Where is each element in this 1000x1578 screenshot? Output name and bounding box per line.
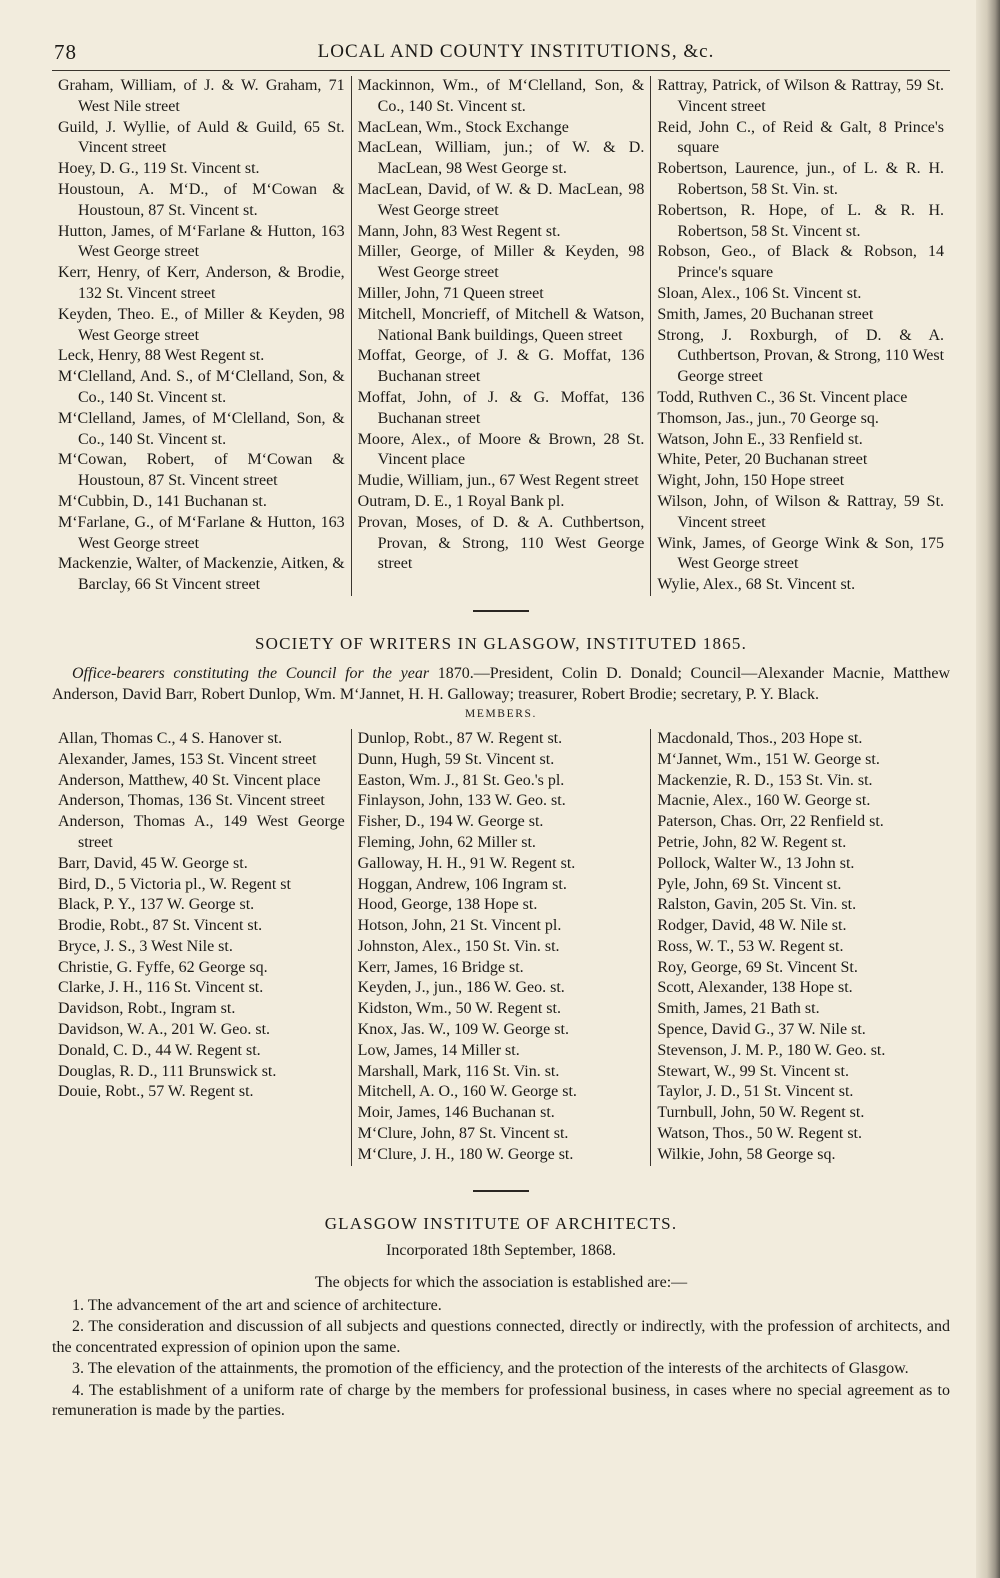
directory-entry: M‘Cowan, Robert, of M‘Cowan & Houstoun, 87 St. Vincent street	[58, 451, 345, 490]
member-entry: Davidson, W. A., 201 W. Geo. st.	[58, 1021, 271, 1039]
member-entry: Dunlop, Robt., 87 W. Regent st.	[357, 729, 563, 747]
directory-entry: Mann, John, 83 West Regent st.	[357, 222, 561, 240]
directory-entry: Rattray, Patrick, of Wilson & Rattray, 59 St. Vincent street	[657, 77, 945, 115]
member-entry: Stevenson, J. M. P., 180 W. Geo. st.	[657, 1041, 886, 1059]
writers-society-title: SOCIETY OF WRITERS IN GLASGOW, INSTITUTED 1865.	[254, 633, 748, 653]
directory-entry: M‘Cubbin, D., 141 Buchanan st.	[58, 492, 267, 510]
member-entry: Paterson, Chas. Orr, 22 Renfield st.	[657, 813, 884, 831]
directory-entry: M‘Clelland, And. S., of M‘Clelland, Son, & Co., 140 St. Vincent st.	[58, 368, 345, 406]
directory-entry: Outram, D. E., 1 Royal Bank pl.	[357, 492, 565, 510]
directory-entry: Reid, John C., of Reid & Galt, 8 Prince's square	[657, 118, 945, 157]
directory-entry: Wylie, Alex., 68 St. Vincent st.	[657, 576, 856, 594]
directory-entry: Wink, James, of George Wink & Son, 175 West George street	[657, 534, 945, 573]
directory-entry: Smith, James, 20 Buchanan street	[657, 305, 874, 323]
member-entry: Macdonald, Thos., 203 Hope st.	[657, 729, 863, 747]
section-divider	[473, 610, 529, 612]
member-entry: Clarke, J. H., 116 St. Vincent st.	[58, 979, 264, 997]
member-entry: Anderson, Matthew, 40 St. Vincent place	[58, 771, 321, 789]
object-item: 1. The advancement of the art and science of architecture.	[72, 1296, 442, 1314]
object-item: 4. The establishment of a uniform rate of charge by the members for professional business, in cases where no special agreement as to remuneration is made by the parties.	[52, 1381, 950, 1420]
directory-entry: MacLean, Wm., Stock Exchange	[357, 118, 569, 136]
directory-entry: MacLean, William, jun.; of W. & D. MacLean, 98 West George st.	[357, 139, 645, 178]
member-entry: Stewart, W., 99 St. Vincent st.	[657, 1062, 849, 1080]
member-entry: Watson, Thos., 50 W. Regent st.	[657, 1125, 862, 1143]
member-entry: Scott, Alexander, 138 Hope st.	[657, 979, 853, 997]
directory-entry: Graham, William, of J. & W. Graham, 71 West Nile street	[58, 77, 345, 115]
council-paragraph	[52, 663, 950, 705]
member-entry: Knox, Jas. W., 109 W. George st.	[357, 1021, 569, 1039]
directory-entry: Strong, J. Roxburgh, of D. & A. Cuthbertson, Provan, & Strong, 110 West George street	[657, 326, 945, 386]
member-entry: Hoggan, Andrew, 106 Ingram st.	[357, 875, 567, 893]
member-entry: Allan, Thomas C., 4 S. Hanover st.	[58, 729, 283, 747]
directory-columns	[52, 76, 950, 596]
directory-entry: M‘Farlane, G., of M‘Farlane & Hutton, 163 West George street	[58, 513, 345, 552]
member-entry: Douglas, R. D., 111 Brunswick st.	[58, 1062, 277, 1080]
members-column-3	[650, 729, 950, 1166]
directory-entry: Wight, John, 150 Hope street	[657, 472, 845, 490]
directory-entry: Mackenzie, Walter, of Mackenzie, Aitken, & Barclay, 66 St Vincent street	[58, 555, 345, 594]
member-entry: Galloway, H. H., 91 W. Regent st.	[357, 854, 576, 872]
architects-title: GLASGOW INSTITUTE OF ARCHITECTS.	[324, 1213, 678, 1233]
directory-column-1	[52, 76, 351, 596]
council-text: 1870.—President, Colin D. Donald; Council—Alexander Macnie, Matthew Anderson, David Barr, Robert Dunlop, Wm. M‘Jannet, H. H. Galloway; treasurer, Robert Brodie; secretary, P. Y. Black.	[52, 664, 951, 703]
member-entry: Pyle, John, 69 St. Vincent st.	[657, 875, 842, 893]
member-entry: Ross, W. T., 53 W. Regent st.	[657, 937, 844, 955]
member-entry: Moir, James, 146 Buchanan st.	[357, 1104, 555, 1122]
member-entry: Roy, George, 69 St. Vincent St.	[657, 958, 858, 976]
member-entry: Dunn, Hugh, 59 St. Vincent st.	[357, 750, 555, 768]
member-entry: Barr, David, 45 W. George st.	[58, 854, 248, 872]
member-entry: Taylor, J. D., 51 St. Vincent st.	[657, 1083, 854, 1101]
directory-entry: White, Peter, 20 Buchanan street	[657, 451, 868, 469]
object-item: 3. The elevation of the attainments, the promotion of the efficiency, and the protection of the interests of the architects of Glasgow.	[72, 1360, 909, 1378]
member-entry: Pollock, Walter W., 13 John st.	[657, 854, 855, 872]
member-entry: Davidson, Robt., Ingram st.	[58, 1000, 236, 1018]
member-entry: Anderson, Thomas, 136 St. Vincent street	[58, 792, 325, 810]
member-entry: Hood, George, 138 Hope st.	[357, 896, 538, 914]
directory-entry: Moffat, John, of J. & G. Moffat, 136 Buchanan street	[357, 388, 645, 427]
directory-entry: Guild, J. Wyllie, of Auld & Guild, 65 St. Vincent street	[58, 118, 345, 157]
directory-entry: Hutton, James, of M‘Farlane & Hutton, 163 West George street	[58, 222, 345, 261]
member-entry: Brodie, Robt., 87 St. Vincent st.	[58, 917, 263, 935]
member-entry: Low, James, 14 Miller st.	[357, 1041, 520, 1059]
running-head	[52, 30, 950, 71]
members-heading: MEMBERS.	[465, 707, 537, 720]
member-entry: Ralston, Gavin, 205 St. Vin. st.	[657, 896, 857, 914]
member-entry: Rodger, David, 48 W. Nile st.	[657, 917, 847, 935]
directory-entry: Provan, Moses, of D. & A. Cuthbertson, Provan, & Strong, 110 West George street	[357, 513, 645, 573]
directory-entry: Robertson, Laurence, jun., of L. & R. H. Robertson, 58 St. Vin. st.	[657, 160, 945, 198]
directory-entry: Moffat, George, of J. & G. Moffat, 136 Buchanan street	[357, 347, 645, 386]
page-number: 78	[54, 40, 77, 64]
member-entry: Petrie, John, 82 W. Regent st.	[657, 833, 847, 851]
member-entry: Mitchell, A. O., 160 W. George st.	[357, 1083, 577, 1101]
directory-entry: Wilson, John, of Wilson & Rattray, 59 St. Vincent street	[657, 492, 945, 531]
directory-column-2	[351, 76, 651, 596]
member-entry: Bird, D., 5 Victoria pl., W. Regent st	[58, 875, 291, 893]
member-entry: Keyden, J., jun., 186 W. Geo. st.	[357, 979, 565, 997]
directory-entry: Sloan, Alex., 106 St. Vincent st.	[657, 284, 862, 302]
directory-entry: Todd, Ruthven C., 36 St. Vincent place	[657, 388, 908, 406]
directory-entry: Mackinnon, Wm., of M‘Clelland, Son, & Co., 140 St. Vincent st.	[357, 77, 645, 115]
member-entry: Hotson, John, 21 St. Vincent pl.	[357, 917, 562, 935]
architects-incorporated: Incorporated 18th September, 1868.	[386, 1241, 616, 1259]
directory-entry: Miller, John, 71 Queen street	[357, 284, 544, 302]
member-entry: Wilkie, John, 58 George sq.	[657, 1145, 836, 1163]
member-entry: Christie, G. Fyffe, 62 George sq.	[58, 958, 268, 976]
page-edge-shadow	[976, 0, 1000, 1578]
member-entry: Black, P. Y., 137 W. George st.	[58, 896, 255, 914]
member-entry: Marshall, Mark, 116 St. Vin. st.	[357, 1062, 560, 1080]
directory-entry: Keyden, Theo. E., of Miller & Keyden, 98 West George street	[58, 305, 345, 344]
directory-entry: Houstoun, A. M‘D., of M‘Cowan & Houstoun, 87 St. Vincent st.	[58, 180, 345, 219]
member-entry: Bryce, J. S., 3 West Nile st.	[58, 937, 233, 955]
members-column-1	[52, 729, 351, 1166]
member-entry: Anderson, Thomas A., 149 West George street	[58, 813, 345, 851]
member-entry: Kerr, James, 16 Bridge st.	[357, 958, 524, 976]
directory-entry: Robson, Geo., of Black & Robson, 14 Prince's square	[657, 243, 945, 282]
member-entry: Kidston, Wm., 50 W. Regent st.	[357, 1000, 561, 1018]
member-entry: Fisher, D., 194 W. George st.	[357, 813, 544, 831]
directory-entry: Hoey, D. G., 119 St. Vincent st.	[58, 160, 260, 178]
directory-entry: M‘Clelland, James, of M‘Clelland, Son, & Co., 140 St. Vincent st.	[58, 409, 345, 448]
section-divider	[473, 1190, 529, 1192]
directory-entry: Moore, Alex., of Moore & Brown, 28 St. Vincent place	[357, 430, 645, 469]
directory-entry: Kerr, Henry, of Kerr, Anderson, & Brodie, 132 St. Vincent street	[58, 264, 345, 302]
member-entry: Fleming, John, 62 Miller st.	[357, 833, 536, 851]
directory-entry: Watson, John E., 33 Renfield st.	[657, 430, 863, 448]
council-lead: Office-bearers constituting the Council for the year	[72, 664, 430, 682]
objects-intro: The objects for which the association is established are:—	[314, 1273, 688, 1291]
member-entry: M‘Jannet, Wm., 151 W. George st.	[657, 750, 880, 768]
directory-entry: Thomson, Jas., jun., 70 George sq.	[657, 409, 879, 427]
directory-entry: Robertson, R. Hope, of L. & R. H. Robertson, 58 St. Vincent st.	[657, 201, 945, 240]
member-entry: Donald, C. D., 44 W. Regent st.	[58, 1041, 261, 1059]
member-entry: Turnbull, John, 50 W. Regent st.	[657, 1104, 865, 1122]
object-item: 2. The consideration and discussion of all subjects and questions connected, directly or indirectly, with the profession of architects, and the concentrated expression of opinion upon the same.	[52, 1318, 950, 1356]
directory-column-3	[650, 76, 950, 596]
members-column-2	[351, 729, 651, 1166]
page	[52, 30, 950, 1422]
directory-entry: Mudie, William, jun., 67 West Regent street	[357, 472, 639, 490]
member-entry: Alexander, James, 153 St. Vincent street	[58, 750, 317, 768]
directory-entry: Leck, Henry, 88 West Regent st.	[58, 347, 265, 365]
page-title: LOCAL AND COUNTY INSTITUTIONS, &c.	[317, 41, 715, 62]
member-entry: Douie, Robt., 57 W. Regent st.	[58, 1083, 254, 1101]
member-entry: Spence, David G., 37 W. Nile st.	[657, 1021, 866, 1039]
member-entry: Johnston, Alex., 150 St. Vin. st.	[357, 937, 560, 955]
member-entry: Easton, Wm. J., 81 St. Geo.'s pl.	[357, 771, 565, 789]
member-entry: Finlayson, John, 133 W. Geo. st.	[357, 792, 566, 810]
member-entry: Smith, James, 21 Bath st.	[657, 1000, 820, 1018]
member-entry: Mackenzie, R. D., 153 St. Vin. st.	[657, 771, 873, 789]
member-entry: M‘Clure, J. H., 180 W. George st.	[357, 1145, 574, 1163]
members-columns	[52, 729, 950, 1166]
member-entry: M‘Clure, John, 87 St. Vincent st.	[357, 1125, 569, 1143]
directory-entry: Miller, George, of Miller & Keyden, 98 West George street	[357, 243, 645, 282]
member-entry: Macnie, Alex., 160 W. George st.	[657, 792, 871, 810]
directory-entry: Mitchell, Moncrieff, of Mitchell & Watson, National Bank buildings, Queen street	[357, 305, 645, 344]
directory-entry: MacLean, David, of W. & D. MacLean, 98 West George street	[357, 180, 645, 219]
